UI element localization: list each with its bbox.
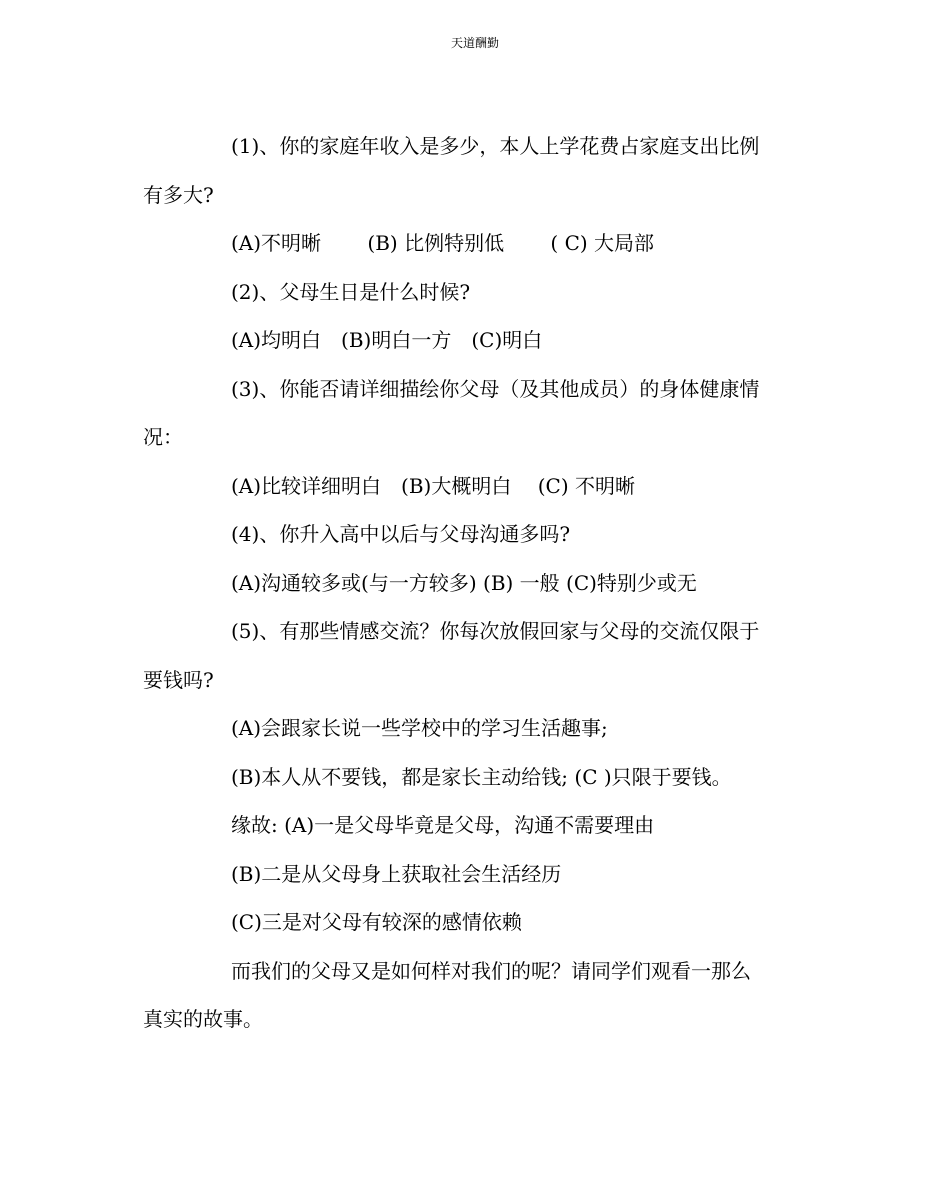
question-1-line-1: (1)、你的家庭年收入是多少，本人上学花费占家庭支出比例 xyxy=(231,134,760,158)
question-1-options: (A)不明晰 (B) 比例特别低 ( C) 大局部 xyxy=(231,231,655,255)
reason-c: (C)三是对父母有较深的感情依赖 xyxy=(231,910,522,934)
question-1-line-2: 有多大? xyxy=(143,182,214,207)
reason-a: 缘故: (A)一是父母毕竟是父母，沟通不需要理由 xyxy=(231,813,655,837)
question-5-line-2: 要钱吗? xyxy=(143,667,214,692)
question-3-line-1: (3)、你能否请详细描绘你父母（及其他成员）的身体健康情 xyxy=(231,376,760,401)
closing-line-2: 真实的故事。 xyxy=(143,1007,263,1031)
page-header: 天道酬勤 xyxy=(450,36,499,50)
question-5-line-1: (5)、有那些情感交流？你每次放假回家与父母的交流仅限于 xyxy=(231,619,760,643)
document-body xyxy=(143,122,813,1044)
question-4: (4)、你升入高中以后与父母沟通多吗? xyxy=(231,522,571,546)
question-2: (2)、父母生日是什么时候? xyxy=(231,279,471,304)
question-5-option-b-c: (B)本人从不要钱，都是家长主动给钱; (C )只限于要钱。 xyxy=(231,764,732,789)
closing-line-1: 而我们的父母又是如何样对我们的呢？请同学们观看一那么 xyxy=(231,958,751,983)
question-3-options: (A)比较详细明白 (B)大概明白 (C) 不明晰 xyxy=(231,473,635,498)
question-3-line-2: 况： xyxy=(143,425,183,449)
question-4-options: (A)沟通较多或(与一方较多) (B) 一般 (C)特别少或无 xyxy=(231,570,697,595)
reason-b: (B)二是从父母身上获取社会生活经历 xyxy=(231,861,562,886)
question-5-option-a: (A)会跟家长说一些学校中的学习生活趣事; xyxy=(231,716,608,740)
question-2-options: (A)均明白 (B)明白一方 (C)明白 xyxy=(231,328,543,352)
